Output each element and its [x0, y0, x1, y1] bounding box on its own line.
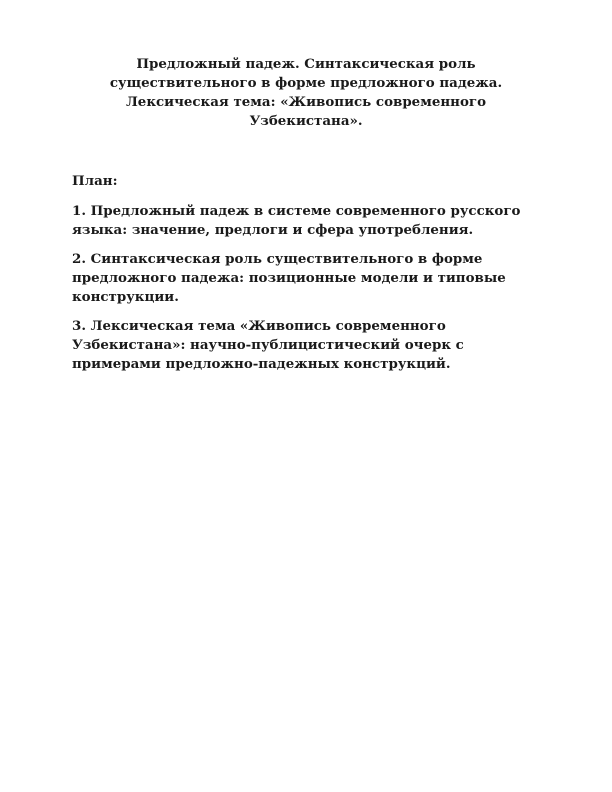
- plan-heading: План:: [72, 173, 118, 189]
- title-line: Узбекистана».: [249, 113, 363, 129]
- plan-item-3: [72, 317, 547, 374]
- plan-item-line: 1. Предложный падеж в системе современного русского: [72, 203, 521, 219]
- plan-item-line: языка: значение, предлоги и сфера употребления.: [72, 222, 474, 238]
- title-line: Предложный падеж. Синтаксическая роль: [136, 56, 476, 72]
- document-title: [90, 55, 522, 131]
- plan-item-2: [72, 250, 547, 307]
- plan-section: [72, 172, 547, 384]
- plan-item-line: 2. Синтаксическая роль существительного в форме: [72, 251, 483, 267]
- plan-item-line: Узбекистана»: научно-публицистический очерк с: [72, 337, 464, 353]
- plan-item-1: [72, 202, 547, 240]
- title-line: Лексическая тема: «Живопись современного: [125, 94, 487, 110]
- title-line: существительного в форме предложного падежа.: [109, 75, 503, 91]
- plan-item-line: примерами предложно-падежных конструкций.: [72, 356, 451, 372]
- plan-item-line: предложного падежа: позиционные модели и типовые: [72, 270, 506, 286]
- plan-item-line: 3. Лексическая тема «Живопись современного: [72, 318, 446, 334]
- plan-item-line: конструкции.: [72, 289, 179, 305]
